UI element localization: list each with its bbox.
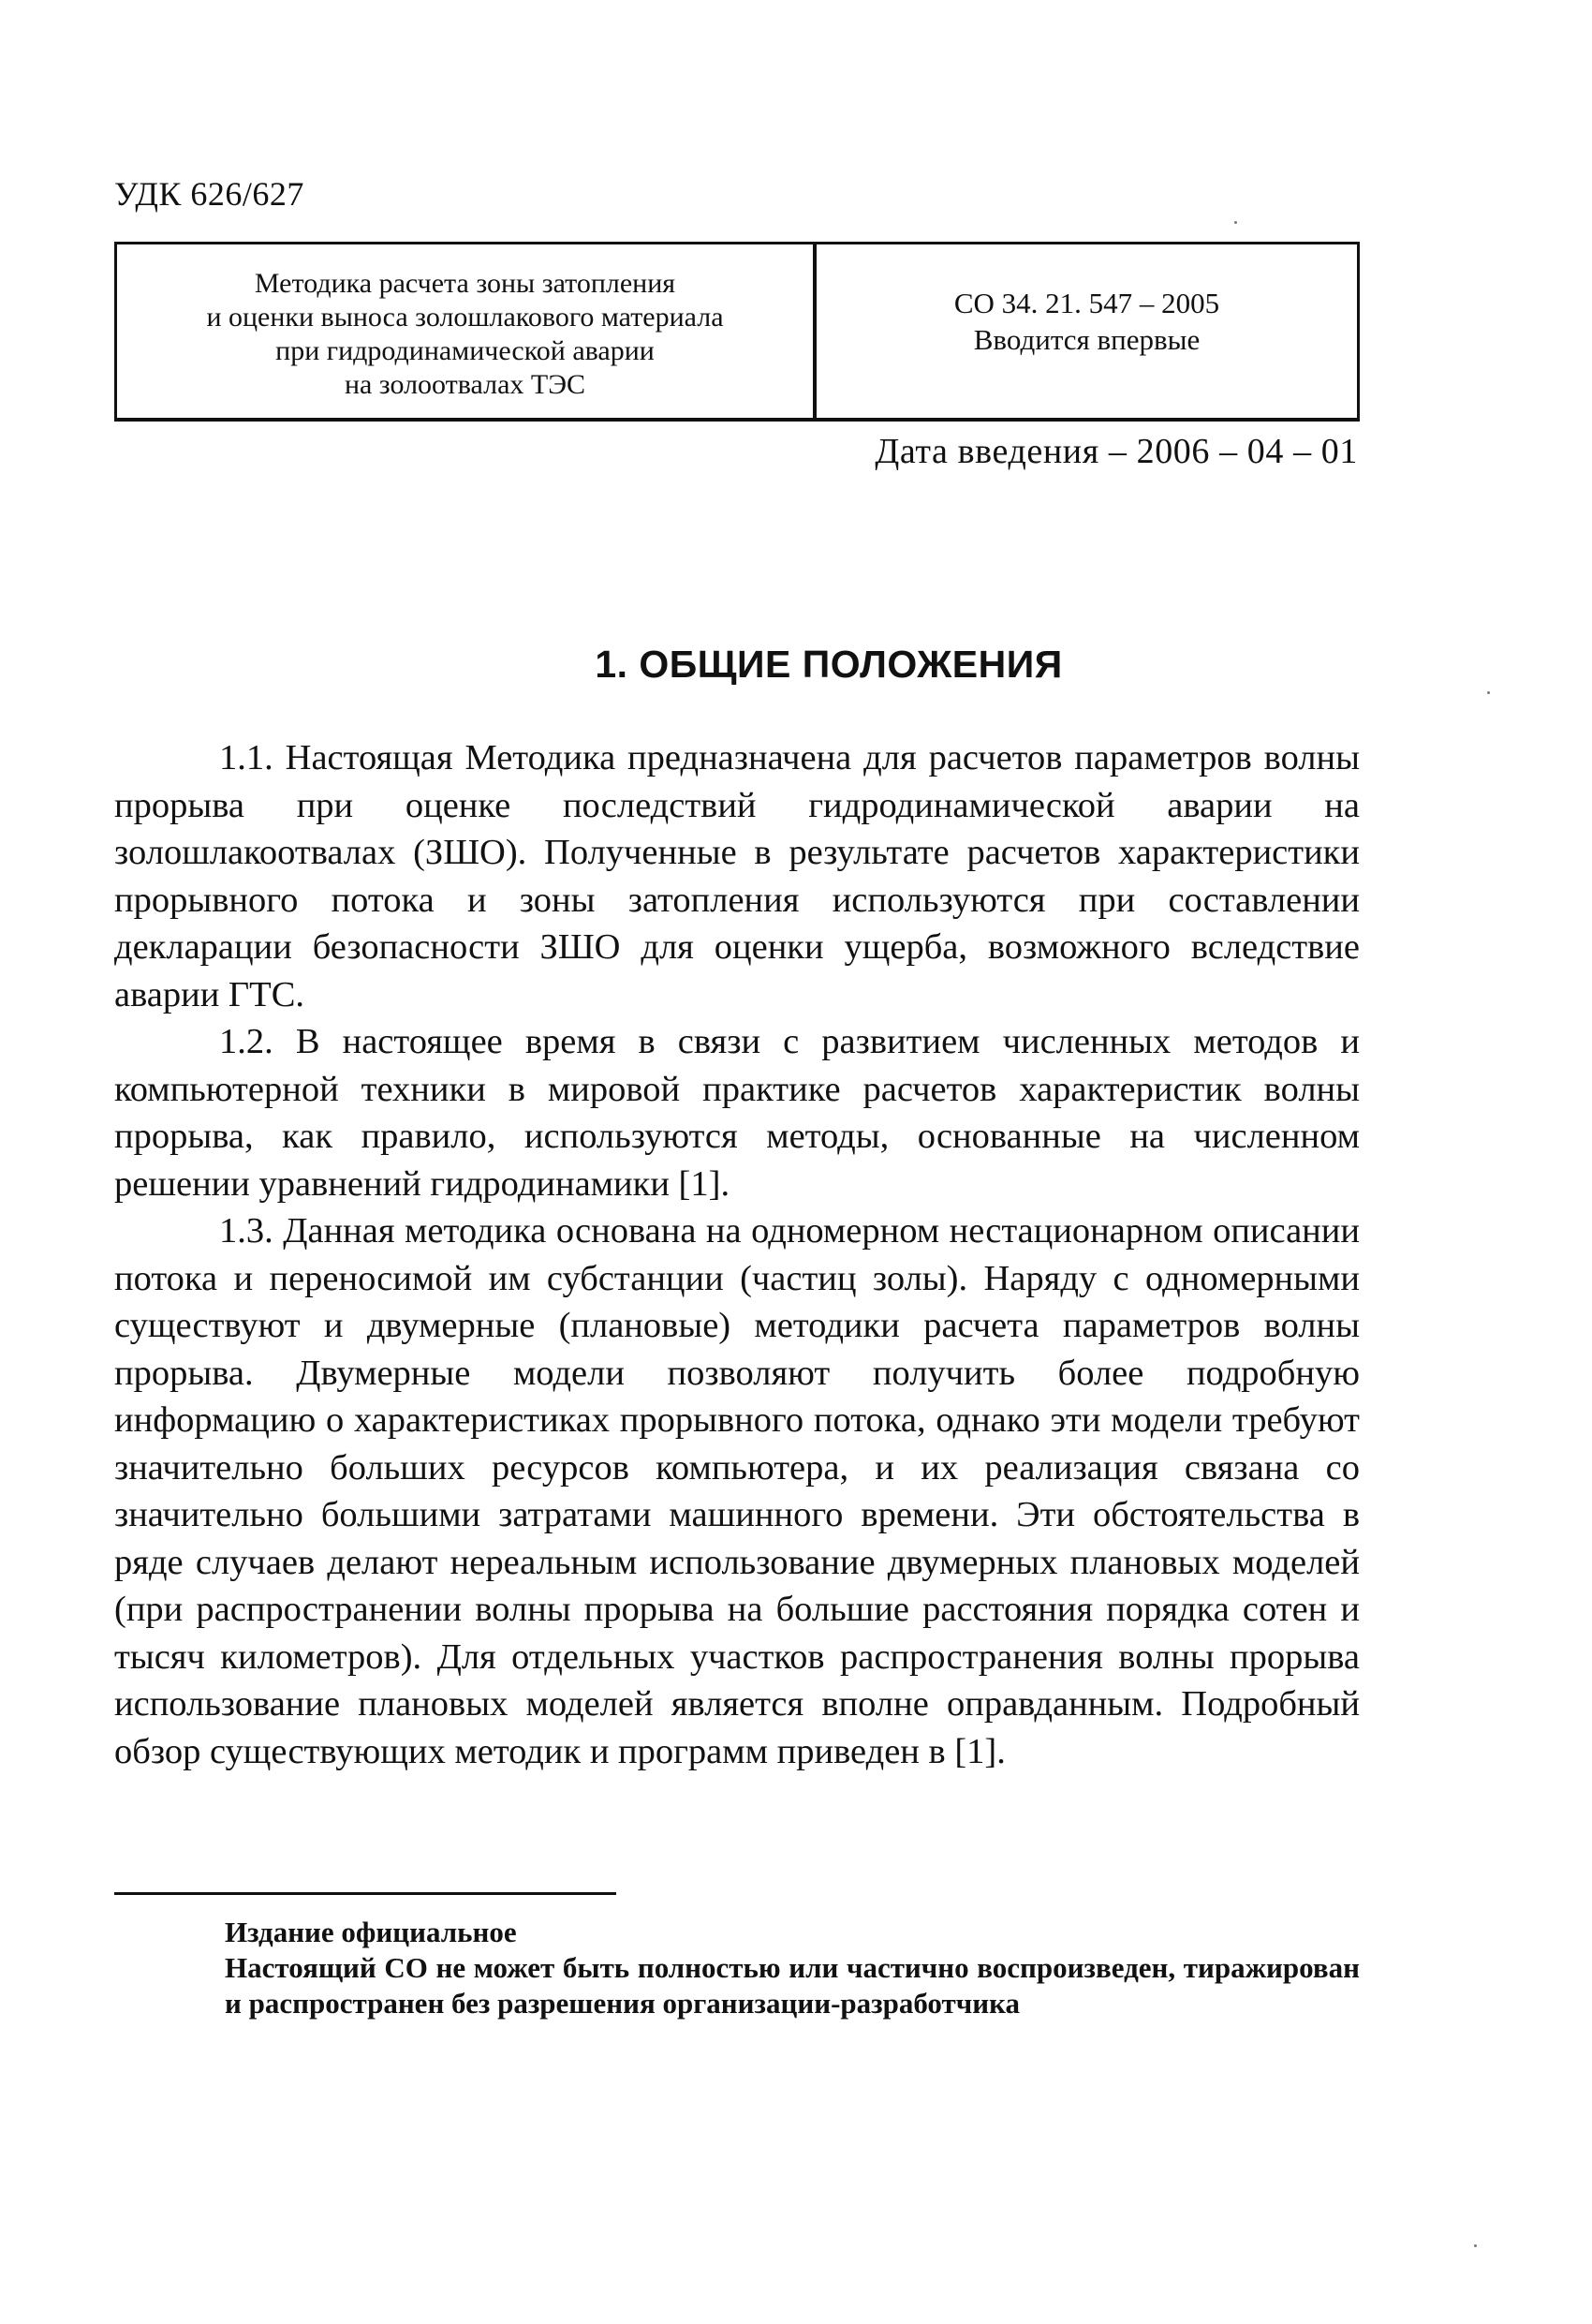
introduction-date: Дата введения – 2006 – 04 – 01	[875, 432, 1358, 471]
footnote	[114, 1915, 1360, 2021]
document-title-line: и оценки выноса золошлакового материала	[206, 301, 724, 333]
udk-code: УДК 626/627	[114, 175, 304, 213]
scan-speck	[1474, 2244, 1477, 2247]
document-title-line: при гидродинамической аварии	[275, 334, 655, 366]
document-code-cell	[817, 244, 1357, 418]
scan-speck	[1487, 691, 1490, 694]
paragraph-1-2: 1.2. В настоящее время в связи с развитием численных методов и компьютерной техники в мировой практике расчетов характеристик волны прорыва, как правило, используются методы, основанные на численном решении уравнений гидродинамики [1].	[114, 1022, 1360, 1204]
document-title-line: Методика расчета зоны затопления	[254, 267, 676, 299]
document-title-line: на золоотвалах ТЭС	[344, 368, 586, 400]
section-body	[114, 734, 1360, 1775]
document-title-cell	[117, 244, 817, 418]
copyright-note: Настоящий СО не может быть полностью или частично воспроизведен, тиражирован и распространен без разрешения организации-разработчика	[225, 1951, 1360, 2020]
official-edition-note: Издание официальное	[225, 1916, 517, 1948]
document-status: Вводится впервые	[973, 322, 1201, 356]
paragraph-1-1: 1.1. Настоящая Методика предназначена для расчетов параметров волны прорыва при оценке последствий гидродинамической аварии на золошлакоотвалах (ЗШО). Полученные в результате расчетов характеристики прорывного потока и зоны затопления используются при составлении декларации безопасности ЗШО для оценки ущерба, возможного вследствие аварии ГТС.	[114, 738, 1360, 1014]
scan-speck	[1234, 221, 1237, 224]
section-title: 1. ОБЩИЕ ПОЛОЖЕНИЯ	[595, 643, 1063, 686]
document-code: СО 34. 21. 547 – 2005	[953, 286, 1220, 319]
paragraph-1-3: 1.3. Данная методика основана на одномерном нестационарном описании потока и переносимой им субстанции (частиц золы). Наряду с одномерными существуют и двумерные (плановые) методики расчета параметров волны прорыва. Двумерные модели позволяют получить более подробную информацию о характеристиках прорывного потока, однако эти модели требуют значительно больших ресурсов компьютера, и их реализация связана со значительно большими затратами машинного времени. Эти обстоятельства в ряде случаев делают нереальным использование двумерных плановых моделей (при распространении волны прорыва на большие расстояния порядка сотен и тысяч километров). Для отдельных участков распространения волны прорыва использование плановых моделей является вполне оправданным. Подробный обзор существующих методик и программ приведен в [1].	[114, 1211, 1360, 1771]
footnote-divider	[114, 1892, 616, 1895]
header-table	[114, 242, 1360, 422]
